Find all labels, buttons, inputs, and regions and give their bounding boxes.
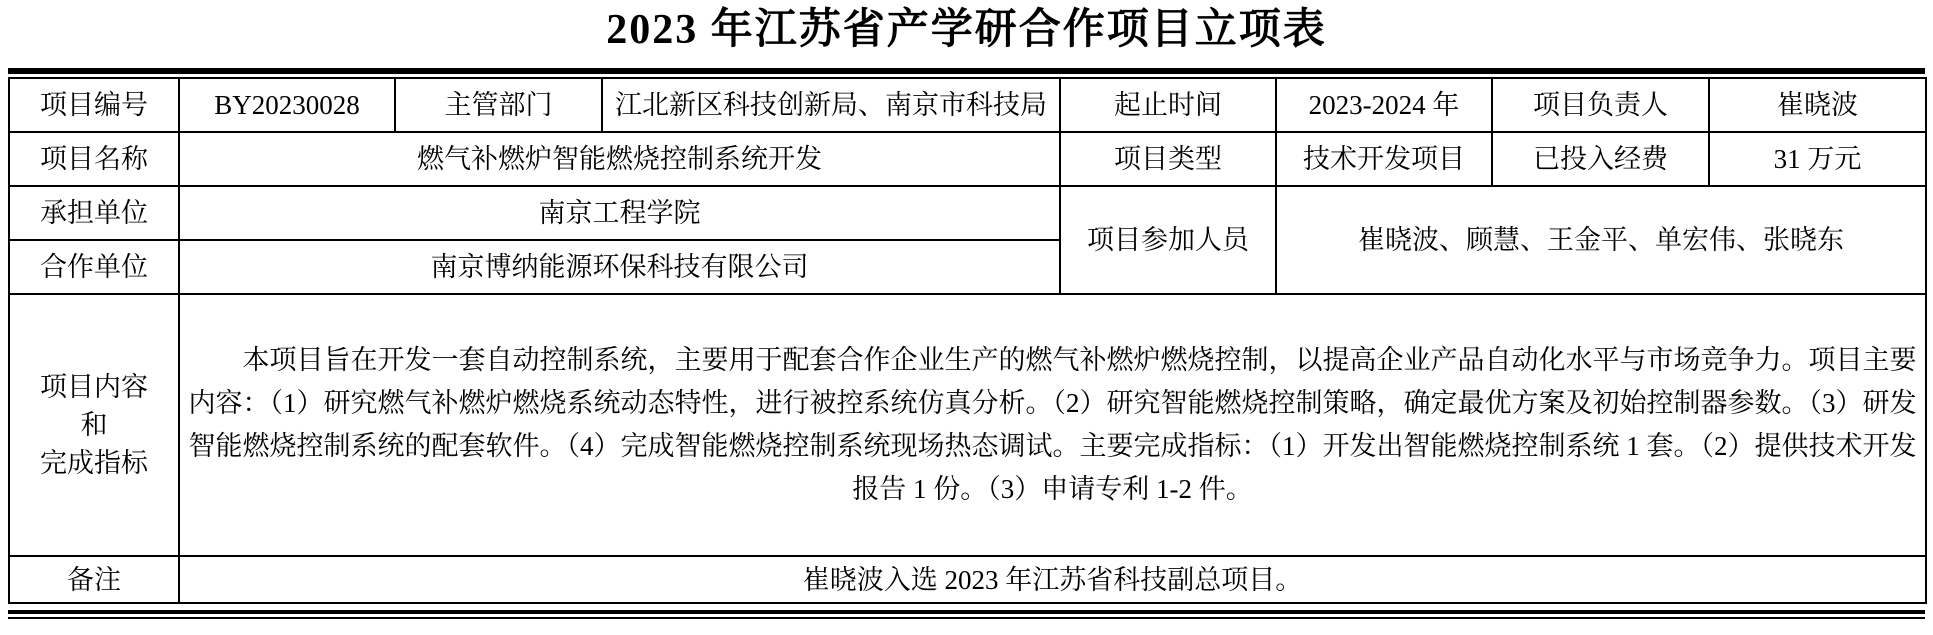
project-no-value: BY20230028 <box>179 78 395 132</box>
row-project-name <box>9 132 1926 186</box>
top-double-rule <box>8 68 1925 74</box>
project-approval-table <box>8 68 1925 619</box>
remark-label: 备注 <box>9 556 179 603</box>
undertaker-value: 南京工程学院 <box>179 186 1060 240</box>
project-table <box>8 77 1927 604</box>
row-undertaker <box>9 186 1926 240</box>
participants-value: 崔晓波、顾慧、王金平、单宏伟、张晓东 <box>1276 186 1926 294</box>
content-label-line2: 和 <box>80 410 108 440</box>
row-remark <box>9 556 1926 603</box>
project-no-label: 项目编号 <box>9 78 179 132</box>
content-label-line3: 完成指标 <box>40 448 148 478</box>
row-project-no <box>9 78 1926 132</box>
leader-label: 项目负责人 <box>1492 78 1709 132</box>
dept-value: 江北新区科技创新局、南京市科技局 <box>602 78 1060 132</box>
project-type-value: 技术开发项目 <box>1276 132 1492 186</box>
partner-value: 南京博纳能源环保科技有限公司 <box>179 240 1060 294</box>
content-paragraph: 本项目旨在开发一套自动控制系统，主要用于配套合作企业生产的燃气补燃炉燃烧控制，以提高企业产品自动化水平与市场竞争力。项目主要内容：（1）研究燃气补燃炉燃烧系统动态特性，进行被控系统仿真分析。（2）研究智能燃烧控制策略，确定最优方案及初始控制器参数。（3）研发智能燃烧控制系统的配套软件。（4）完成智能燃烧控制系统现场热态调试。主要完成指标：（1）开发出智能燃烧控制系统 1 套。（2）提供技术开发报告 1 份。（3）申请专利 1-2 件。 <box>188 345 1917 504</box>
bottom-rule-thin <box>8 617 1925 619</box>
partner-label: 合作单位 <box>9 240 179 294</box>
content-value <box>179 294 1926 556</box>
dept-label: 主管部门 <box>395 78 602 132</box>
duration-value: 2023-2024 年 <box>1276 78 1492 132</box>
leader-value: 崔晓波 <box>1709 78 1926 132</box>
remark-value: 崔晓波入选 2023 年江苏省科技副总项目。 <box>179 556 1926 603</box>
project-type-label: 项目类型 <box>1060 132 1276 186</box>
page-title: 2023 年江苏省产学研合作项目立项表 <box>606 7 1327 53</box>
project-name-label: 项目名称 <box>9 132 179 186</box>
participants-label: 项目参加人员 <box>1060 186 1276 294</box>
content-label-line1: 项目内容 <box>40 372 148 402</box>
funds-value: 31 万元 <box>1709 132 1926 186</box>
content-label <box>9 294 179 556</box>
undertaker-label: 承担单位 <box>9 186 179 240</box>
row-content <box>9 294 1926 556</box>
project-name-value: 燃气补燃炉智能燃烧控制系统开发 <box>179 132 1060 186</box>
bottom-rule-thick <box>8 610 1925 614</box>
funds-label: 已投入经费 <box>1492 132 1709 186</box>
duration-label: 起止时间 <box>1060 78 1276 132</box>
